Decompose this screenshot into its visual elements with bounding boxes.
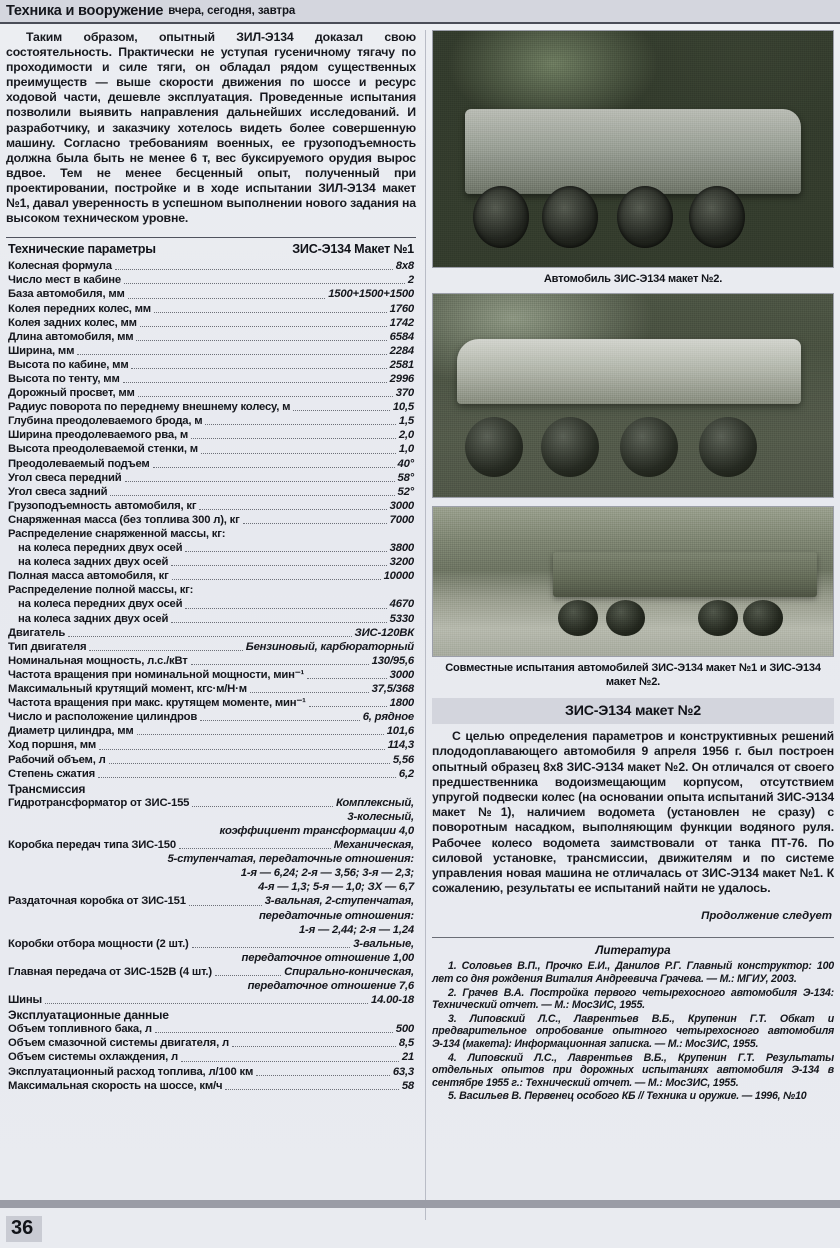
spec-row-label: Ширина преодолеваемого рва, м	[8, 429, 188, 442]
spec-row	[6, 993, 416, 1007]
spec-row-label: Главная передача от ЗИС-152В (4 шт.)	[8, 965, 212, 978]
spec-row-value: 1,5	[398, 415, 414, 428]
spec-row-leader	[196, 587, 411, 594]
spec-row-label: Шины	[8, 994, 42, 1007]
spec-row	[6, 358, 416, 372]
spec-row-value-continuation: коэффициент трансформации 4,0	[219, 824, 414, 837]
spec-row	[6, 738, 416, 752]
spec-row	[6, 1050, 416, 1064]
spec-row	[6, 541, 416, 555]
spec-row-value: 63,3	[392, 1065, 414, 1078]
spec-row-value-continuation: 5-ступенчатая, передаточные отношения:	[167, 853, 414, 866]
spec-row-value: 1,0	[398, 443, 414, 456]
spec-row-value-continuation: 1-я — 2,44; 2-я — 1,24	[298, 923, 414, 936]
spec-row-leader	[201, 447, 396, 454]
spec-row-label: на колеса задних двух осей	[18, 556, 169, 569]
spec-row-label: Высота по кабине, мм	[8, 358, 129, 371]
spec-row-leader	[189, 899, 262, 906]
spec-row-leader	[307, 672, 387, 679]
literature-item: 3. Липовский Л.С., Лаврентьев В.Б., Крупенин Г.Т. Обкат и предварительное опробование опытного четырехосного автомобиля Э-134 (макета): Информационная записка. — М.: МосЗИС, 1955.	[432, 1012, 834, 1051]
spec-row-value: 58°	[397, 471, 414, 484]
spec-row-leader	[137, 728, 384, 735]
spec-row-leader	[68, 630, 351, 637]
spec-row-value: 6584	[389, 330, 414, 343]
spec-table	[6, 237, 416, 1093]
spec-row-label: Раздаточная коробка от ЗИС-151	[8, 895, 186, 908]
intro-paragraph: Таким образом, опытный ЗИЛ-Э134 доказал свою состоятельность. Практически не уступая гусеничному тягачу по проходимости и силе тяги, он обладал рядом существенных преимуществ — выше скорости движения по шоссе и ресурс ходовой части, дешевле эксплуатация. Проведенные испытания позволили выявить направления дальнейших исследований. И разработчику, и заказчику хотелось видеть более совершенную машину. Согласно требованиям военных, ее грузоподъемность должна была быть не менее 6 т, вес буксируемого орудия вырос вдвое. Тем не менее бесценный опыт, полученный при проектировании, постройке и в ходе испытании ЗИЛ-Э134 макет №1, давал уверенность в успешном выполнении нового задания на высоком техническом уровне.	[6, 30, 416, 226]
spec-row-leader	[140, 320, 387, 327]
spec-row-label: Эксплуатационный расход топлива, л/100 км	[8, 1065, 254, 1078]
spec-row-label: Глубина преодолеваемого брода, м	[8, 415, 203, 428]
spec-row-value: Комплексный,	[336, 796, 414, 809]
spec-row-value: 6,2	[398, 767, 414, 780]
spec-row-leader	[99, 743, 384, 750]
spec-row-leader	[243, 517, 387, 524]
spec-row-value-continuation: 3-колесный,	[347, 810, 414, 823]
running-head-subtitle: вчера, сегодня, завтра	[168, 5, 296, 17]
spec-row	[6, 597, 416, 611]
spec-row	[6, 1007, 416, 1022]
spec-row-leader	[232, 1040, 396, 1047]
photo1-caption: Автомобиль ЗИС-Э134 макет №2.	[543, 273, 723, 285]
spec-row-value: 2996	[389, 372, 414, 385]
spec-row-value: 2	[407, 274, 414, 287]
spec-row	[6, 457, 416, 471]
spec-row-leader	[172, 1012, 411, 1019]
literature-item: 2. Грачев В.А. Постройка первого четырехосного автомобиля Э-134: Технический отчет. — М.: МосЗИС, 1955.	[432, 986, 834, 1012]
spec-row-leader	[89, 644, 242, 651]
spec-row	[6, 767, 416, 781]
literature-list	[432, 960, 834, 1103]
spec-row-value: 1800	[389, 697, 414, 710]
spec-table-body	[6, 259, 416, 1093]
spec-row	[6, 1079, 416, 1093]
spec-row-value: 3000	[389, 668, 414, 681]
spec-row-leader	[115, 263, 393, 270]
spec-row-label: Диаметр цилиндра, мм	[8, 725, 134, 738]
spec-row	[6, 344, 416, 358]
spec-row-value: 101,6	[386, 725, 414, 738]
spec-row	[6, 724, 416, 738]
spec-row-leader	[192, 800, 333, 807]
left-column	[6, 30, 416, 1093]
photo-wheels	[465, 410, 809, 477]
spec-row-label: Максимальный крутящий момент, кгс·м/Н·м	[8, 683, 247, 696]
spec-row-value-continuation: 1-я — 6,24; 2-я — 3,56; 3-я — 2,3;	[240, 867, 414, 880]
spec-row-leader	[155, 1026, 393, 1033]
spec-row-leader	[293, 404, 390, 411]
spec-row	[6, 626, 416, 640]
spec-row-leader	[154, 306, 387, 313]
spec-row-label: Колесная формула	[8, 260, 112, 273]
spec-row	[6, 302, 416, 316]
spec-row-value-continuation: передаточное отношение 7,6	[247, 980, 414, 992]
spec-row-leader	[185, 602, 386, 609]
spec-row-label: Объем топливного бака, л	[8, 1023, 152, 1036]
spec-row	[6, 654, 416, 668]
spec-row-label: Степень сжатия	[8, 767, 95, 780]
running-head	[0, 0, 840, 24]
spec-row	[6, 414, 416, 428]
spec-row-leader	[171, 616, 386, 623]
spec-row-leader	[138, 390, 393, 397]
literature-item: 5. Васильев В. Первенец особого КБ // Техника и оружие. — 1996, №10	[448, 1090, 807, 1103]
spec-row-value: ЗИС-120ВК	[354, 626, 414, 639]
spec-row-label: Частота вращения при макс. крутящем моменте, мин⁻¹	[8, 697, 306, 710]
spec-row-leader	[200, 714, 360, 721]
spec-row-leader	[98, 771, 396, 778]
photo-joint-trials	[432, 506, 834, 657]
spec-row	[6, 696, 416, 710]
spec-row-label: База автомобиля, мм	[8, 288, 125, 301]
spec-row	[6, 894, 416, 908]
spec-row	[6, 1022, 416, 1036]
spec-row-leader	[215, 969, 281, 976]
spec-row-value: 40°	[397, 457, 414, 470]
photo-zis-e134-mockup2-side	[432, 293, 834, 498]
spec-row-label: Полная масса автомобиля, кг	[8, 570, 169, 583]
spec-row-leader	[191, 658, 369, 665]
spec-row	[6, 527, 416, 541]
spec-row-label: Высота преодолеваемой стенки, м	[8, 443, 198, 456]
spec-row-leader	[125, 475, 395, 482]
spec-row	[6, 287, 416, 301]
spec-row-label: Колея задних колес, мм	[8, 316, 137, 329]
spec-row	[6, 499, 416, 513]
spec-row-label: Длина автомобиля, мм	[8, 330, 134, 343]
spec-row-value: 14.00-18	[371, 994, 414, 1007]
spec-row-label: Угол свеса передний	[8, 471, 122, 484]
spec-row-label: Число и расположение цилиндров	[8, 711, 198, 724]
spec-row-value: 3-вальные,	[353, 937, 414, 950]
spec-header-label: Технические параметры	[8, 242, 156, 257]
spec-row	[6, 372, 416, 386]
spec-row-leader	[181, 1055, 399, 1062]
spec-row	[6, 316, 416, 330]
photo3-caption: Совместные испытания автомобилей ЗИС-Э134 макет №1 и ЗИС-Э134 макет №2.	[445, 662, 821, 688]
spec-row	[6, 386, 416, 400]
spec-row	[6, 485, 416, 499]
spec-row-value: 52°	[397, 485, 414, 498]
spec-row	[6, 753, 416, 767]
spec-row	[6, 555, 416, 569]
literature-item: 1. Соловьев В.П., Прочко Е.И., Данилов Р.Г. Главный конструктор: 100 лет со дня рождения Виталия Андреевича Грачева. — М.: МГИУ, 2003.	[432, 960, 834, 986]
spec-row-label: Преодолеваемый подъем	[8, 457, 150, 470]
spec-row-label: Номинальная мощность, л.с./кВт	[8, 654, 188, 667]
spec-row	[6, 259, 416, 273]
section-title: ЗИС-Э134 макет №2	[432, 698, 834, 724]
section-paragraph: С целью определения параметров и конструктивных решений плододоплавающего автомобиля 9 апреля 1956 г. был построен опытный образец 8х8 ЗИС-Э134 макет №2. Он отличался от своего предшественника водоизмещающим корпусом, отсутствием упругой подвески колес (на основании опыта испытаний ЗИС-Э134 макет №1), наличием водомета (установлен не сразу) с поворотным насадком, выполняющим функции водяного руля. Рабочее колесо водомета заимствовали от танка ПТ-76. По силовой установке, трансмиссии, движителям и по системе управления новая машина не отличалась от ЗИС-Э134 макет №1. К сожалению, результаты ее испытаний найти не удалось.	[432, 729, 834, 896]
spec-row-label: на колеса задних двух осей	[18, 612, 169, 625]
spec-row-leader	[225, 1083, 399, 1090]
spec-row-value: 130/95,6	[371, 654, 414, 667]
spec-row-label: Угол свеса задний	[8, 485, 108, 498]
spec-row-leader	[309, 700, 387, 707]
spec-row-label: Снаряженная масса (без топлива 300 л), кг	[8, 513, 240, 526]
spec-row-value: 37,5/368	[371, 683, 414, 696]
spec-row-leader	[45, 997, 368, 1004]
spec-row-leader	[124, 277, 405, 284]
spec-row-label: Частота вращения при номинальной мощности, мин⁻¹	[8, 668, 305, 681]
spec-row	[6, 1065, 416, 1079]
spec-row-value: 8х8	[395, 260, 414, 273]
spec-row-value: 10000	[383, 570, 414, 583]
spec-row-leader	[123, 376, 387, 383]
spec-row	[6, 513, 416, 527]
spec-row	[6, 937, 416, 951]
spec-row-value: 3800	[389, 542, 414, 555]
photo-wheels	[553, 597, 817, 636]
photo-wheels	[473, 177, 801, 248]
spec-row-leader	[205, 418, 395, 425]
spec-row	[6, 330, 416, 344]
spec-row	[6, 471, 416, 485]
spec-row-label: Число мест в кабине	[8, 274, 121, 287]
spec-row-leader	[250, 686, 369, 693]
spec-row-leader	[128, 292, 326, 299]
spec-row-label: Двигатель	[8, 626, 66, 639]
spec-row-leader	[199, 503, 386, 510]
spec-row-label: Дорожный просвет, мм	[8, 387, 135, 400]
spec-row	[6, 796, 416, 810]
spec-row-leader	[131, 362, 386, 369]
spec-row-value: Спирально-коническая,	[284, 965, 414, 978]
spec-row-label: Тип двигателя	[8, 640, 87, 653]
column-divider	[425, 30, 426, 1220]
continued-note: Продолжение следует	[701, 910, 832, 923]
spec-row-leader	[192, 941, 351, 948]
spec-row-label: Эксплуатационные данные	[8, 1008, 169, 1023]
spec-row-leader	[228, 531, 411, 538]
spec-row-label: Гидротрансформатор от ЗИС-155	[8, 796, 190, 809]
spec-row	[6, 668, 416, 682]
spec-row-value: 3-вальная, 2-ступенчатая,	[264, 895, 414, 908]
spec-row-value: Механическая,	[333, 839, 414, 852]
spec-row-value: 10,5	[392, 401, 414, 414]
spec-row-label: Высота по тенту, мм	[8, 372, 120, 385]
spec-row-value: 500	[395, 1023, 414, 1036]
spec-row	[6, 569, 416, 583]
spec-row	[6, 781, 416, 796]
spec-row-label: Колея передних колес, мм	[8, 302, 151, 315]
spec-row-value: 2284	[389, 344, 414, 357]
spec-row	[6, 710, 416, 724]
spec-row-label: Объем системы охлаждения, л	[8, 1051, 179, 1064]
spec-row-value: 3200	[389, 556, 414, 569]
spec-row-value: 6, рядное	[362, 711, 414, 724]
spec-row-value: 21	[401, 1051, 414, 1064]
spec-row-leader	[172, 573, 381, 580]
spec-row-value: 4670	[389, 598, 414, 611]
literature-item: 4. Липовский Л.С., Лаврентьев В.Б., Крупенин Г.Т. Результаты отдельных опытов при дорожных испытаниях автомобиля Э-134 в сентябре 1955 г.: Технический отчет. — М.: МосЗИС, 1955.	[432, 1051, 834, 1089]
spec-row-value: 3000	[389, 499, 414, 512]
spec-row-label: на колеса передних двух осей	[18, 598, 183, 611]
spec-row-label: Распределение снаряженной массы, кг:	[8, 528, 226, 540]
spec-row	[6, 682, 416, 696]
spec-row-value: 2581	[389, 358, 414, 371]
spec-row-value: 114,3	[387, 739, 414, 752]
spec-row-label: Объем смазочной системы двигателя, л	[8, 1037, 229, 1050]
spec-row-label: Рабочий объем, л	[8, 753, 106, 766]
spec-row-value: 5330	[389, 612, 414, 625]
spec-row-leader	[77, 348, 386, 355]
spec-row-label: Трансмиссия	[8, 781, 86, 796]
spec-header-value: ЗИС-Э134 Макет №1	[292, 242, 414, 257]
spec-row-leader	[109, 757, 390, 764]
page-number: 36	[6, 1216, 42, 1242]
spec-row-value-continuation: 4-я — 1,3; 5-я — 1,0; ЗХ — 6,7	[258, 881, 414, 894]
spec-row-value-continuation: передаточное отношение 1,00	[241, 951, 414, 964]
spec-row-label: Максимальная скорость на шоссе, км/ч	[8, 1079, 223, 1092]
spec-table-header	[6, 240, 416, 259]
spec-row	[6, 640, 416, 654]
spec-row-value: 2,0	[398, 429, 414, 442]
spec-row	[6, 273, 416, 287]
spec-row-leader	[171, 559, 386, 566]
spec-row-label: Коробка передач типа ЗИС-150	[8, 839, 176, 852]
photo-zis-e134-mockup2-front	[432, 30, 834, 268]
folio-rule	[0, 1200, 840, 1208]
spec-row-leader	[185, 545, 386, 552]
spec-row-label: Радиус поворота по переднему внешнему колесу, м	[8, 401, 291, 414]
spec-row-leader	[179, 842, 331, 849]
spec-row-leader	[110, 489, 394, 496]
spec-row	[6, 442, 416, 456]
running-head-title: Техника и вооружение	[6, 3, 164, 19]
spec-row-value: 1742	[389, 316, 414, 329]
spec-row-value: 8,5	[398, 1037, 414, 1050]
spec-row-label: Грузоподъемность автомобиля, кг	[8, 499, 197, 512]
spec-row	[6, 428, 416, 442]
spec-row-value: Бензиновый, карбюраторный	[245, 640, 414, 653]
spec-row-label: на колеса передних двух осей	[18, 542, 183, 555]
spec-row-leader	[256, 1069, 390, 1076]
spec-row-label: Ход поршня, мм	[8, 739, 97, 752]
spec-row-value: 7000	[389, 513, 414, 526]
spec-row	[6, 612, 416, 626]
spec-row-label: Распределение полной массы, кг:	[8, 584, 194, 597]
spec-row-value: 370	[395, 387, 414, 400]
spec-row-value: 58	[401, 1079, 414, 1092]
spec-row-value: 5,56	[392, 753, 414, 766]
spec-row-label: Ширина, мм	[8, 344, 75, 357]
literature-title: Литература	[595, 944, 671, 958]
spec-row	[6, 400, 416, 414]
spec-row-leader	[136, 334, 386, 341]
spec-row-value: 1760	[389, 302, 414, 315]
spec-row	[6, 583, 416, 597]
spec-row	[6, 838, 416, 852]
spec-row-label: Коробки отбора мощности (2 шт.)	[8, 937, 189, 950]
spec-row-leader	[88, 786, 411, 793]
spec-row	[6, 1036, 416, 1050]
spec-row-value-continuation: передаточные отношения:	[258, 909, 414, 922]
spec-row-leader	[153, 461, 395, 468]
spec-row	[6, 965, 416, 979]
spec-row-value: 1500+1500+1500	[328, 288, 414, 301]
spec-row-leader	[191, 432, 396, 439]
right-column	[432, 30, 834, 1104]
